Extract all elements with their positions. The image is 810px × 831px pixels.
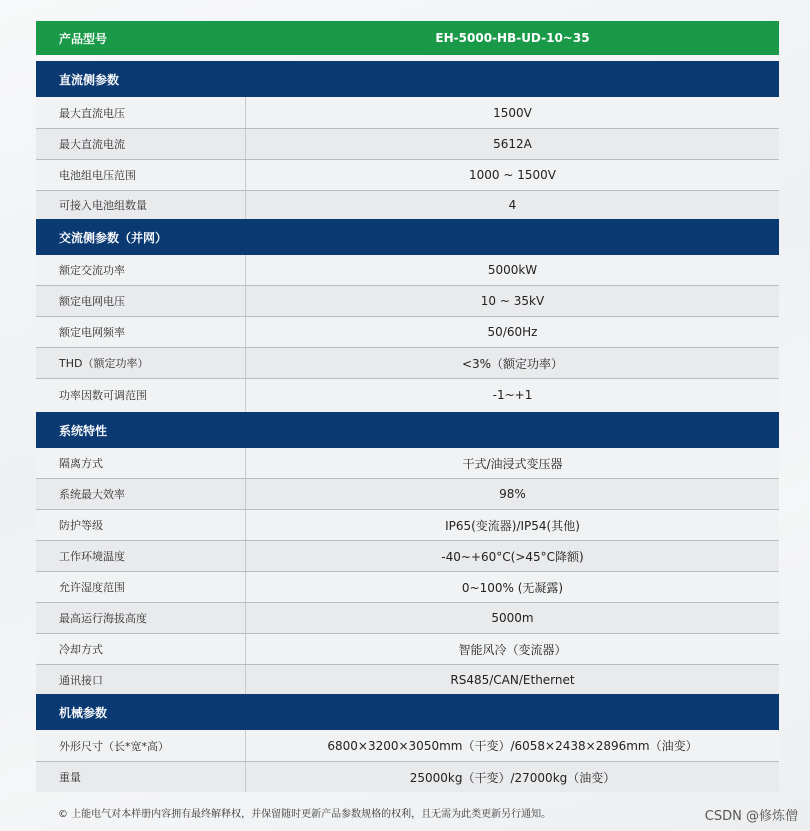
model-label: 产品型号 (59, 31, 108, 46)
section-title: 直流侧参数 (36, 61, 779, 97)
table-row (36, 160, 779, 191)
table-row (36, 348, 779, 379)
row-value: RS485/CAN/Ethernet (450, 672, 575, 687)
row-value: -40~+60°C(>45°C降额) (441, 549, 584, 564)
section-dc (36, 61, 779, 219)
row-value: 5612A (493, 137, 532, 151)
table-row (36, 603, 779, 634)
row-value: 4 (508, 198, 517, 212)
row-label: 冷却方式 (36, 634, 246, 664)
row-label: 可接入电池组数量 (36, 191, 246, 219)
row-value: 25000kg（干变）/27000kg（油变） (409, 770, 616, 785)
table-row (36, 191, 779, 219)
row-label: 最高运行海拔高度 (36, 603, 246, 633)
table-row (36, 730, 779, 762)
model-value: EH-5000-HB-UD-10~35 (435, 31, 590, 45)
table-row (36, 255, 779, 286)
row-label: 额定电网频率 (36, 317, 246, 347)
table-row (36, 541, 779, 572)
row-value: 智能风冷（变流器） (458, 642, 567, 657)
row-label: 允许湿度范围 (36, 572, 246, 602)
copyright-note: © 上能电气对本样册内容拥有最终解释权，并保留随时更新产品参数规格的权利，且无需为此类更新另行通知。 (58, 809, 552, 820)
table-row (36, 762, 779, 792)
row-value: 5000kW (487, 263, 538, 277)
row-label: 电池组电压范围 (36, 160, 246, 190)
row-label: 通讯接口 (36, 665, 246, 694)
row-value: 5000m (491, 611, 534, 625)
section-title: 机械参数 (36, 694, 779, 730)
row-value: 6800×3200×3050mm（干变）/6058×2438×2896mm（油变） (327, 739, 698, 753)
row-label: 系统最大效率 (36, 479, 246, 509)
table-row (36, 572, 779, 603)
table-row (36, 317, 779, 348)
table-row (36, 97, 779, 129)
table-row (36, 510, 779, 541)
table-row (36, 665, 779, 694)
row-label: 额定交流功率 (36, 255, 246, 285)
section-mechanical (36, 694, 779, 792)
row-value: -1~+1 (492, 388, 533, 402)
row-label: 额定电网电压 (36, 286, 246, 316)
row-value: 1000 ~ 1500V (469, 168, 556, 182)
section-system (36, 412, 779, 694)
row-value: 10 ~ 35kV (480, 294, 545, 308)
row-label: 工作环境温度 (36, 541, 246, 571)
table-row (36, 634, 779, 665)
row-label: 最大直流电压 (36, 97, 246, 128)
row-label: 重量 (36, 762, 246, 792)
table-row (36, 479, 779, 510)
row-label: 隔离方式 (36, 448, 246, 478)
table-row (36, 286, 779, 317)
section-title: 交流侧参数（并网） (36, 219, 779, 255)
row-value: IP65(变流器)/IP54(其他) (445, 518, 580, 533)
table-row (36, 379, 779, 411)
row-label: THD（额定功率） (36, 348, 246, 378)
section-ac (36, 219, 779, 411)
row-value: <3%（额定功率） (461, 356, 564, 371)
row-value: 1500V (493, 105, 532, 120)
row-label: 最大直流电流 (36, 129, 246, 159)
row-label: 外形尺寸（长*宽*高） (36, 730, 246, 761)
section-title: 系统特性 (36, 412, 779, 448)
row-label: 功率因数可调范围 (36, 379, 246, 411)
model-row (36, 21, 779, 55)
row-value: 0~100% (无凝露) (461, 580, 564, 595)
table-row (36, 129, 779, 160)
row-value: 干式/油浸式变压器 (462, 456, 563, 471)
table-row (36, 448, 779, 479)
watermark: CSDN @修炼僧 (704, 809, 798, 824)
row-label: 防护等级 (36, 510, 246, 540)
row-value: 50/60Hz (487, 325, 538, 339)
row-value: 98% (499, 487, 526, 501)
